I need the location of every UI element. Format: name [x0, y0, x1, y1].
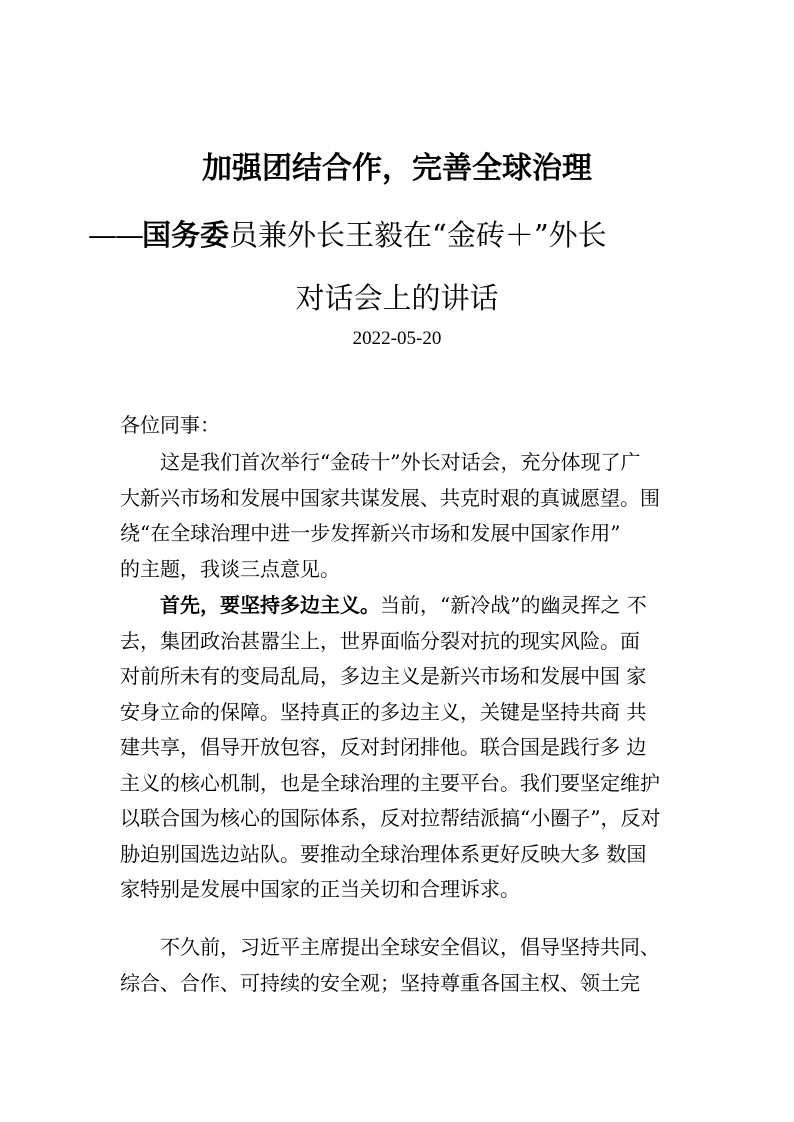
title-line-2-bold: 国务委 [142, 218, 230, 252]
paragraph-line: 绕“在全球治理中进一步发挥新兴市场和发展中国家作用” [120, 521, 621, 545]
paragraph-line: 这是我们首次举行“金砖十”外长对话会，充分体现了广 [160, 450, 641, 474]
paragraph-line: 安身立命的保障。坚持真正的多边主义，关键是坚持共商 共 [120, 699, 647, 724]
title-line-2-rest: 员兼外长王毅在“金砖＋”外长 [229, 218, 607, 252]
document-date: 2022-05-20 [352, 328, 442, 349]
paragraph-line: 不久前，习近平主席提出全球安全倡议，倡导坚持共同、 [160, 935, 660, 959]
paragraph-line: 家特别是发展中国家的正当关切和合理诉求。 [120, 877, 520, 901]
paragraph-line: 去，集团政治甚嚣尘上，世界面临分裂对抗的现实风险。面 [120, 628, 640, 653]
paragraph-line: 大新兴市场和发展中国家共谋发展、共克时艰的真诚愿望。围 [120, 485, 660, 510]
paragraph-line: 对前所未有的变局乱局，多边主义是新兴市场和发展中国 家 [120, 664, 647, 688]
paragraph-line-rest: 当前，“新冷战”的幽灵挥之 不 [380, 593, 647, 617]
paragraph-lead-bold: 首先，要坚持多边主义。 [160, 593, 380, 617]
paragraph-line: 主义的核心机制，也是全球治理的主要平台。我们要坚定维护 [120, 770, 660, 795]
title-line-1: 加强团结合作，完善全球治理 [202, 151, 592, 186]
paragraph-line: 建共享，倡导开放包容，反对封闭排他。联合国是践行多 边 [120, 735, 647, 759]
title-line-2 [88, 213, 607, 254]
paragraph-2 [120, 588, 692, 908]
paragraph-line: 胁迫别国选边站队。要推动全球治理体系更好反映大多 数国 [120, 841, 647, 866]
paragraph-line: 以联合国为核心的国际体系，反对拉帮结派搞“小圈子”，反对 [120, 806, 661, 830]
paragraph-1 [120, 445, 692, 587]
paragraph-line [120, 588, 692, 624]
paragraph-line: 综合、合作、可持续的安全观；坚持尊重各国主权、领土完 [120, 970, 640, 995]
paragraph-3 [120, 930, 692, 1001]
title-line-3: 对话会上的讲话 [295, 281, 499, 315]
salutation: 各位同事： [120, 413, 220, 437]
paragraph-line: 的主题，我谈三点意见。 [120, 556, 340, 581]
title-dash: —— [88, 218, 142, 252]
